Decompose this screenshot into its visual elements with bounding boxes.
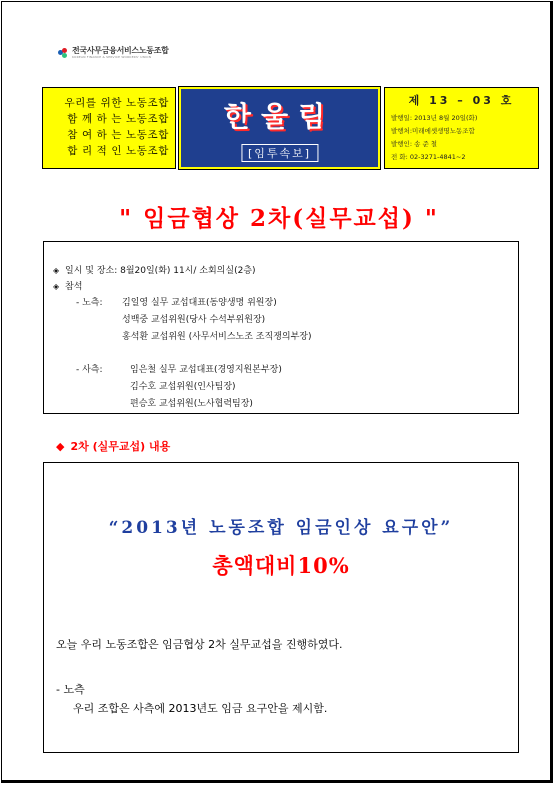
management-member: 편승호 교섭위원(노사협력팀장) (130, 399, 253, 409)
diamond-bullet-icon: ◈ (53, 282, 60, 291)
content-box (43, 462, 519, 753)
labor-member: 홍석환 교섭위원 (사무서비스노조 조직쟁의부장) (122, 332, 312, 342)
union-english-name: KOREAN FINANCE & SERVICE WORKERS' UNION (72, 55, 152, 59)
headline: " 임금협상 2차(실무교섭) " (119, 205, 439, 232)
union-logo-icon (58, 48, 68, 58)
demand-rate: 총액대비10% (212, 553, 350, 578)
issue-publisher: 발행처:미래에셋생명노동조합 (391, 127, 475, 135)
masthead (179, 87, 380, 169)
issue-number: 제 13 – 03 호 (408, 94, 515, 107)
schedule-text: 일시 및 장소: 8월20일(화) 11시/ 소회의실(2층) (65, 266, 256, 276)
bulletin-tag: [임투속보] (241, 144, 318, 162)
management-member: 임은철 실무 교섭대표(경영지원본부장) (130, 365, 282, 375)
demand-title: “2013년 노동조합 임금인상 요구안” (108, 518, 454, 538)
labor-side-label: - 노측: (76, 298, 103, 308)
slogan-line: 함 께 하 는 노동조합 (67, 113, 169, 125)
attendance-row (53, 279, 82, 292)
union-logo (58, 47, 169, 59)
union-name: 전국사무금융서비스노동조합 (72, 46, 169, 55)
slogan-line: 합 리 적 인 노동조합 (67, 145, 169, 157)
attendance-label: 참석 (65, 282, 83, 292)
issue-date: 발행일: 2013년 8월 20일(화) (391, 114, 478, 122)
labor-member: 성백중 교섭위원(당사 수석부위원장) (122, 315, 266, 325)
section-heading (56, 438, 170, 454)
issue-phone: 전 화: 02-3271-4841~2 (391, 153, 466, 161)
slogan-box (42, 87, 176, 169)
management-member: 김수호 교섭위원(인사팀장) (130, 382, 236, 392)
schedule-row (53, 263, 256, 276)
management-side-label: - 사측: (76, 365, 103, 375)
meeting-details-box (43, 241, 519, 414)
diamond-filled-icon: ◆ (56, 439, 65, 453)
labor-position-label: - 노측 (56, 683, 85, 696)
section-heading-text: 2차 (실무교섭) 내용 (70, 440, 171, 453)
slogan-line: 참 여 하 는 노동조합 (67, 129, 169, 141)
newsletter-title: 한울림 (223, 100, 336, 133)
issue-info-box (384, 87, 539, 169)
diamond-bullet-icon: ◈ (53, 266, 60, 275)
issue-issuer: 발행인: 송 준 철 (391, 140, 438, 148)
slogan-line: 우리를 위한 노동조합 (64, 97, 169, 109)
summary-paragraph: 오늘 우리 노동조합은 임금협상 2차 실무교섭을 진행하였다. (56, 638, 343, 651)
labor-position-text: 우리 조합은 사측에 2013년도 임금 요구안을 제시함. (73, 702, 328, 715)
labor-member: 김일영 실무 교섭대표(동양생명 위원장) (122, 298, 277, 308)
